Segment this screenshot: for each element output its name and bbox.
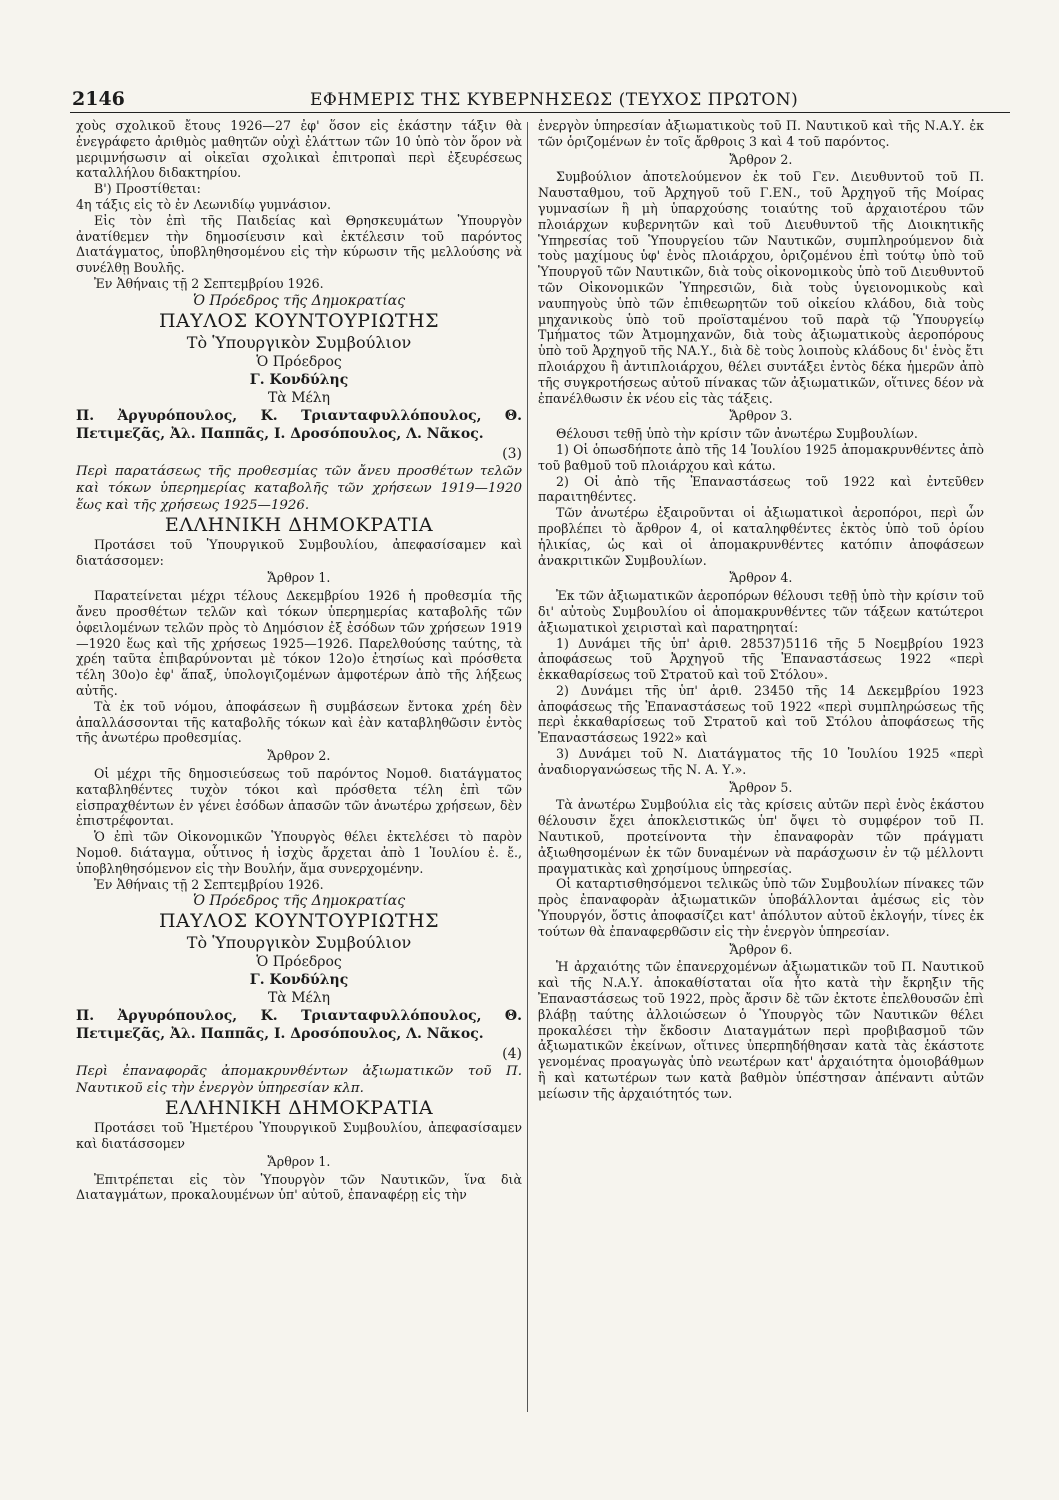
members-list: Π. Ἀργυρόπουλος, Κ. Τριανταφυλλόπουλος, Θ. Πετιμεζᾶς, Ἀλ. Παππᾶς, Ι. Δροσόπουλος, Λ. Νᾶκος. [76, 1008, 522, 1043]
article-heading: Ἄρθρον 1. [267, 570, 331, 586]
article-text: Παρατείνεται μέχρι τέλους Δεκεμβρίου 1926 ἡ προθεσμία τῆς ἄνευ προσθέτων τελῶν καὶ τόκων ὑπερημερίας καταβολῆς τῶν ὀφειλομένων τελῶν πρὸς τὸ Δημόσιον ἐξ ἐσόδων τῶν χρήσεων 1919—1920 ἕως καὶ τῆς χρήσεως 1925—1926. Παρελθούσης ταύτης, τὰ χρέη ταῦτα ἐπιβαρύνονται μὲ τόκον 12ο)ο ἐτησίως καὶ πρόσθετα τέλη 30ο)ο ἐφ' ἅπαξ, ὑπολογιζομένων ἀμφοτέρων ἀπὸ τῆς λήξεως αὐτῆς. [76, 588, 522, 698]
signature-block [76, 292, 522, 443]
date-line: Ἐν Ἀθήναις τῇ 2 Σεπτεμβρίου 1926. [94, 275, 324, 291]
article-heading: Ἄρθρον 4. [729, 570, 793, 586]
page-header [70, 88, 1010, 113]
chair-name: Γ. Κονδύλης [249, 371, 349, 388]
article-heading: Ἄρθρον 5. [729, 779, 793, 795]
article-text: Θέλουσι τεθῇ ὑπὸ τὴν κρίσιν τῶν ἀνωτέρω Συμβουλίων. [556, 426, 918, 442]
article-heading: Ἄρθρον 2. [729, 151, 793, 167]
date-line: Ἐν Ἀθήναις τῇ 2 Σεπτεμβρίου 1926. [94, 876, 324, 892]
state-heading: ΕΛΛΗΝΙΚΗ ΔΗΜΟΚΡΑΤΙΑ [164, 513, 434, 536]
decree-number: (3) [502, 445, 522, 462]
addition-label: Β') Προστίθεται: [94, 181, 201, 197]
cabinet-title: Τὸ Ὑπουργικὸν Συμβούλιον [186, 933, 412, 953]
article-text: Οἱ μέχρι τῆς δημοσιεύσεως τοῦ παρόντος Νομοθ. διατάγματος καταβληθέντες τυχὸν τόκοι καὶ πρόσθετα τέλη ἐπὶ τῶν εἰσπραχθέντων ἐν γένει ἐσόδων ἁπασῶν τῶν ἀνωτέρω χρήσεων, δὲν ἐπιστρέφονται. [76, 765, 522, 829]
column-divider [527, 122, 528, 1412]
article-text: Ἡ ἀρχαιότης τῶν ἐπανερχομένων ἀξιωματικῶν τοῦ Π. Ναυτικοῦ καὶ τῆς Ν.Α.Υ. ἀποκαθίσταται οἵα ἦτο κατὰ τὴν ἔκρηξιν τῆς Ἐπαναστάσεως τοῦ 1922, πρὸς ἄρσιν δὲ τῶν ἐκτοτε ἐπελθουσῶν ἐπὶ βλάβῃ ταύτης ἀλλοιώσεων ὁ Ὑπουργὸς τῶν Ναυτικῶν θέλει προκαλέσει τὴν ἔκδοσιν Διαταγμάτων περὶ προβιβασμοῦ τῶν ἀξιωματικῶν ἐκείνων, οἵτινες ὑπερπηδήθησαν κατὰ τὰς ἑκάστοτε γενομένας προαγωγὰς ὑπὸ νεωτέρων κατ' ἀρχαιότητα ὁμοιοβάθμων ἢ καὶ κατωτέρων των κατὰ βαθμὸν ὑπέστησαν ἀπέναντι αὐτῶν μείωσιν τῆς ἀρχαιότητός των. [538, 959, 984, 1101]
article-text: Τῶν ἀνωτέρω ἐξαιροῦνται οἱ ἀξιωματικοὶ ἀεροπόροι, περὶ ὧν προβλέπει τὸ ἄρθρον 4, οἱ καταληφθέντες ἐκτὸς ὑπὸ τοῦ ὁρίου ἡλικίας, ὡς καὶ οἱ ἀπομακρυνθέντες κατόπιν ἀποφάσεων ἀνακριτικῶν Συμβουλίων. [538, 505, 984, 568]
chair-name: Γ. Κονδύλης [249, 972, 349, 989]
continuation-text: ἐνεργὸν ὑπηρεσίαν ἀξιωματικοὺς τοῦ Π. Ναυτικοῦ καὶ τῆς Ν.Α.Υ. ἐκ τῶν ὁριζομένων ἐν τοῖς ἄρθροις 3 καὶ 4 τοῦ παρόντος. [538, 118, 984, 149]
article-text: Οἱ καταρτισθησόμενοι τελικῶς ὑπὸ τῶν Συμβουλίων πίνακες τῶν πρὸς ἐπαναφορὰν ἀξιωματικῶν ὑποβάλλονται ἀμέσως εἰς τὸν Ὑπουργόν, ὅστις ἀποφασίζει κατ' ἀπόλυτον αὐτοῦ ἐκλογήν, τίνες ἐκ τούτων θὰ ἐπαναφερθῶσιν εἰς τὴν ἐνεργὸν ὑπηρεσίαν. [538, 876, 984, 939]
president-title: Ὁ Πρόεδρος τῆς Δημοκρατίας [192, 292, 406, 309]
article-heading: Ἄρθρον 6. [729, 941, 793, 957]
intro-paragraph: χοὺς σχολικοῦ ἔτους 1926—27 ἐφ' ὅσον εἰς ἑκάστην τάξιν θὰ ἐνεγράφετο ἀριθμὸς μαθητῶν οὐχὶ ἐλάττων τῶν 10 ὑπὸ τὸν ὅρον νὰ μεριμνήσωσιν αἱ οἰκεῖαι σχολικαὶ ἐπιτροπαὶ περὶ ἐξευρέσεως καταλλήλου διδακτηρίου. [76, 118, 522, 181]
members-list: Π. Ἀργυρόπουλος, Κ. Τριανταφυλλόπουλος, Θ. Πετιμεζᾶς, Ἀλ. Παππᾶς, Ι. Δροσόπουλος, Λ. Νᾶκος. [76, 407, 522, 442]
article-text: Τὰ ἀνωτέρω Συμβούλια εἰς τὰς κρίσεις αὐτῶν περὶ ἑνὸς ἑκάστου θέλουσιν ἔχει ἀποκλειστικῶς ὑπ' ὄψει τὸ συμφέρον τοῦ Π. Ναυτικοῦ, προτείνοντα τὴν ἐπαναφορὰν τῶν πράγματι ἀξιωθησομένων ἐκ τῶν δυναμένων νὰ παράσχωσιν ἐν τῷ μέλλοντι πραγματικὰς καὶ χρησίμους ὑπηρεσίας. [538, 797, 984, 876]
article-item: 1) Δυνάμει τῆς ὑπ' ἀριθ. 28537)5116 τῆς 5 Νοεμβρίου 1923 ἀποφάσεως τοῦ Ἀρχηγοῦ τῆς Ἐπαναστάσεως 1922 «περὶ ἐκκαθαρίσεως τοῦ Στρατοῦ καὶ τοῦ Στόλου». [538, 635, 984, 683]
president-name: ΠΑΥΛΟΣ ΚΟΥΝΤΟΥΡΙΩΤΗΣ [158, 309, 440, 332]
right-column [538, 118, 984, 1102]
article-text: Τὰ ἐκ τοῦ νόμου, ἀποφάσεων ἢ συμβάσεων ἔντοκα χρέη δὲν ἀπαλλάσσονται τῆς καταβολῆς τόκων καὶ ἐὰν καταβληθῶσιν ἐντὸς τῆς ἀνωτέρω προθεσμίας. [76, 698, 522, 746]
left-column [76, 118, 522, 1203]
article-item: 2) Δυνάμει τῆς ὑπ' ἀριθ. 23450 τῆς 14 Δεκεμβρίου 1923 ἀποφάσεως τῆς Ἐπαναστάσεως τοῦ 1922 «περὶ συμπληρώσεως τῆς περὶ ἐκκαθαρίσεως τοῦ Στρατοῦ καὶ τοῦ Στόλου ἀποφάσεως τῆς Ἐπαναστάσεως 1922» καὶ [538, 682, 984, 746]
preamble: Προτάσει τοῦ Ἡμετέρου Ὑπουργικοῦ Συμβουλίου, ἀπεφασίσαμεν καὶ διατάσσομεν [76, 1120, 522, 1152]
president-title: Ὁ Πρόεδρος τῆς Δημοκρατίας [192, 893, 406, 910]
cabinet-title: Τὸ Ὑπουργικὸν Συμβούλιον [186, 332, 412, 352]
article-item: 2) Οἱ ἀπὸ τῆς Ἐπαναστάσεως τοῦ 1922 καὶ ἐντεῦθεν παραιτηθέντες. [538, 473, 984, 505]
article-item: 3) Δυνάμει τοῦ Ν. Διατάγματος τῆς 10 Ἰουλίου 1925 «περὶ ἀναδιοργανώσεως τῆς Ν. Α. Υ.». [538, 746, 984, 777]
decree-number: (4) [502, 1046, 522, 1063]
page-number: 2146 [72, 88, 125, 110]
article-item: 1) Οἱ ὁπωσδήποτε ἀπὸ τῆς 14 Ἰουλίου 1925 ἀπομακρυνθέντες ἀπὸ τοῦ βαθμοῦ τοῦ πλοιάρχου καὶ κάτω. [538, 441, 984, 473]
decree-title: Περὶ ἐπαναφορᾶς ἀπομακρυνθέντων ἀξιωματικῶν τοῦ Π. Ναυτικοῦ εἰς τὴν ἐνεργὸν ὑπηρεσίαν κλπ. [76, 1064, 522, 1097]
chair-label: Ὁ Πρόεδρος [256, 954, 342, 971]
article-text: Ἐκ τῶν ἀξιωματικῶν ἀεροπόρων θέλουσι τεθῇ ὑπὸ τὴν κρίσιν τοῦ δι' αὐτοὺς Συμβουλίου οἱ ἀπομακρυνθέντες τῶν τάξεων κατώτεροι ἀξιωματικοὶ χειρισταὶ καὶ παρατηρηταί: [538, 588, 984, 635]
president-name: ΠΑΥΛΟΣ ΚΟΥΝΤΟΥΡΙΩΤΗΣ [158, 910, 440, 933]
article-text: Ἐπιτρέπεται εἰς τὸν Ὑπουργὸν τῶν Ναυτικῶν, ἵνα διὰ Διαταγμάτων, προκαλουμένων ὑπ' αὐτοῦ, ἐπαναφέρῃ εἰς τὴν [76, 1171, 522, 1203]
addition-text: 4η τάξις εἰς τὸ ἐν Λεωνιδίῳ γυμνάσιον. [76, 196, 332, 212]
signature-block [76, 892, 522, 1043]
preamble: Προτάσει τοῦ Ὑπουργικοῦ Συμβουλίου, ἀπεφασίσαμεν καὶ διατάσσομεν: [76, 536, 522, 568]
article-text: Ὁ ἐπὶ τῶν Οἰκονομικῶν Ὑπουργὸς θέλει ἐκτελέσει τὸ παρὸν Νομοθ. διάταγμα, οὗτινος ἡ ἰσχὺς ἄρχεται ἀπὸ 1 Ἰουλίου ἐ. ἔ., ὑποβληθησόμενον εἰς τὴν Βουλήν, ἅμα συνερχομένην. [76, 829, 522, 876]
article-heading: Ἄρθρον 2. [267, 748, 331, 764]
execution-paragraph: Εἰς τὸν ἐπὶ τῆς Παιδείας καὶ Θρησκευμάτων Ὑπουργὸν ἀνατίθεμεν τὴν δημοσίευσιν καὶ ἐκτέλεσιν τοῦ παρόντος Διατάγματος, ὑποβληθησομένου εἰς τὴν κύρωσιν τῆς μελλούσης νὰ συνέλθῃ Βουλῆς. [76, 212, 522, 276]
members-label: Τὰ Μέλη [267, 389, 331, 406]
article-text: Συμβούλιον ἀποτελούμενον ἐκ τοῦ Γεν. Διευθυντοῦ τοῦ Π. Ναυσταθμου, τοῦ Ἀρχηγοῦ τοῦ Γ.ΕΝ., τοῦ Ἀρχηγοῦ τῆς Μοίρας γυμνασίων ἢ μὴ ὑπαρχούσης τοιαύτης τοῦ ἀρχαιοτέρου τῶν πλοιάρχων κυβερνητῶν καὶ τοῦ Διευθυντοῦ τῆς Διοικητικῆς Ὑπηρεσίας τοῦ Ὑπουργείου τῶν Ναυτικῶν, συμπληρούμενον διὰ τοὺς μαχίμους ὑφ' ἑνὸς πλοιάρχου, ὁριζομένου ἐπὶ τούτῳ ὑπὸ τοῦ Ὑπουργοῦ τῶν Ναυτικῶν, διὰ τοὺς οἰκονομικοὺς ὑπὸ τοῦ Διευθυντοῦ τῶν Οἰκονομικῶν Ὑπηρεσιῶν, διὰ τοὺς ὑγειονομικοὺς καὶ ναυπηγοὺς ὑπὸ τῶν ἐπιθεωρητῶν τοῦ οἰκείου κλάδου, διὰ τοὺς μηχανικοὺς ὑπὸ τοῦ προϊσταμένου τοῦ παρὰ τῷ Ὑπουργείῳ Τμήματος τῶν Ἀτμομηχανῶν, διὰ τοὺς ἀξιωματικοὺς ἀεροπόρους ὑπὸ τοῦ Ἀρχηγοῦ τῆς ΝΑ.Υ., διὰ δὲ τοὺς λοιποὺς κλάδους δι' ἑνὸς ἔτι πλοιάρχου ἢ ἀντιπλοιάρχου, θέλει συντάξει ἐντὸς δέκα ἡμερῶν ἀπὸ τῆς συγκροτήσεως αὐτοῦ πίνακας τῶν ἀξιωματικῶν, οἵτινες δέον νὰ ἐπανέλθωσιν ἐκ νέου εἰς τὰς τάξεις. [538, 169, 985, 406]
running-head: ΕΦΗΜΕΡΙΣ ΤΗΣ ΚΥΒΕΡΝΗΣΕΩΣ (ΤΕΥΧΟΣ ΠΡΩΤΟΝ) [310, 90, 799, 110]
state-heading: ΕΛΛΗΝΙΚΗ ΔΗΜΟΚΡΑΤΙΑ [164, 1097, 434, 1120]
members-label: Τὰ Μέλη [267, 990, 331, 1007]
article-heading: Ἄρθρον 1. [267, 1153, 331, 1169]
decree-title: Περὶ παρατάσεως τῆς προθεσμίας τῶν ἄνευ προσθέτων τελῶν καὶ τόκων ὑπερημερίας καταβολῆς τῶν χρήσεων 1919—1920 ἕως καὶ τῆς χρήσεως 1925—1926. [76, 463, 522, 513]
chair-label: Ὁ Πρόεδρος [256, 353, 342, 370]
article-heading: Ἄρθρον 3. [729, 408, 793, 424]
